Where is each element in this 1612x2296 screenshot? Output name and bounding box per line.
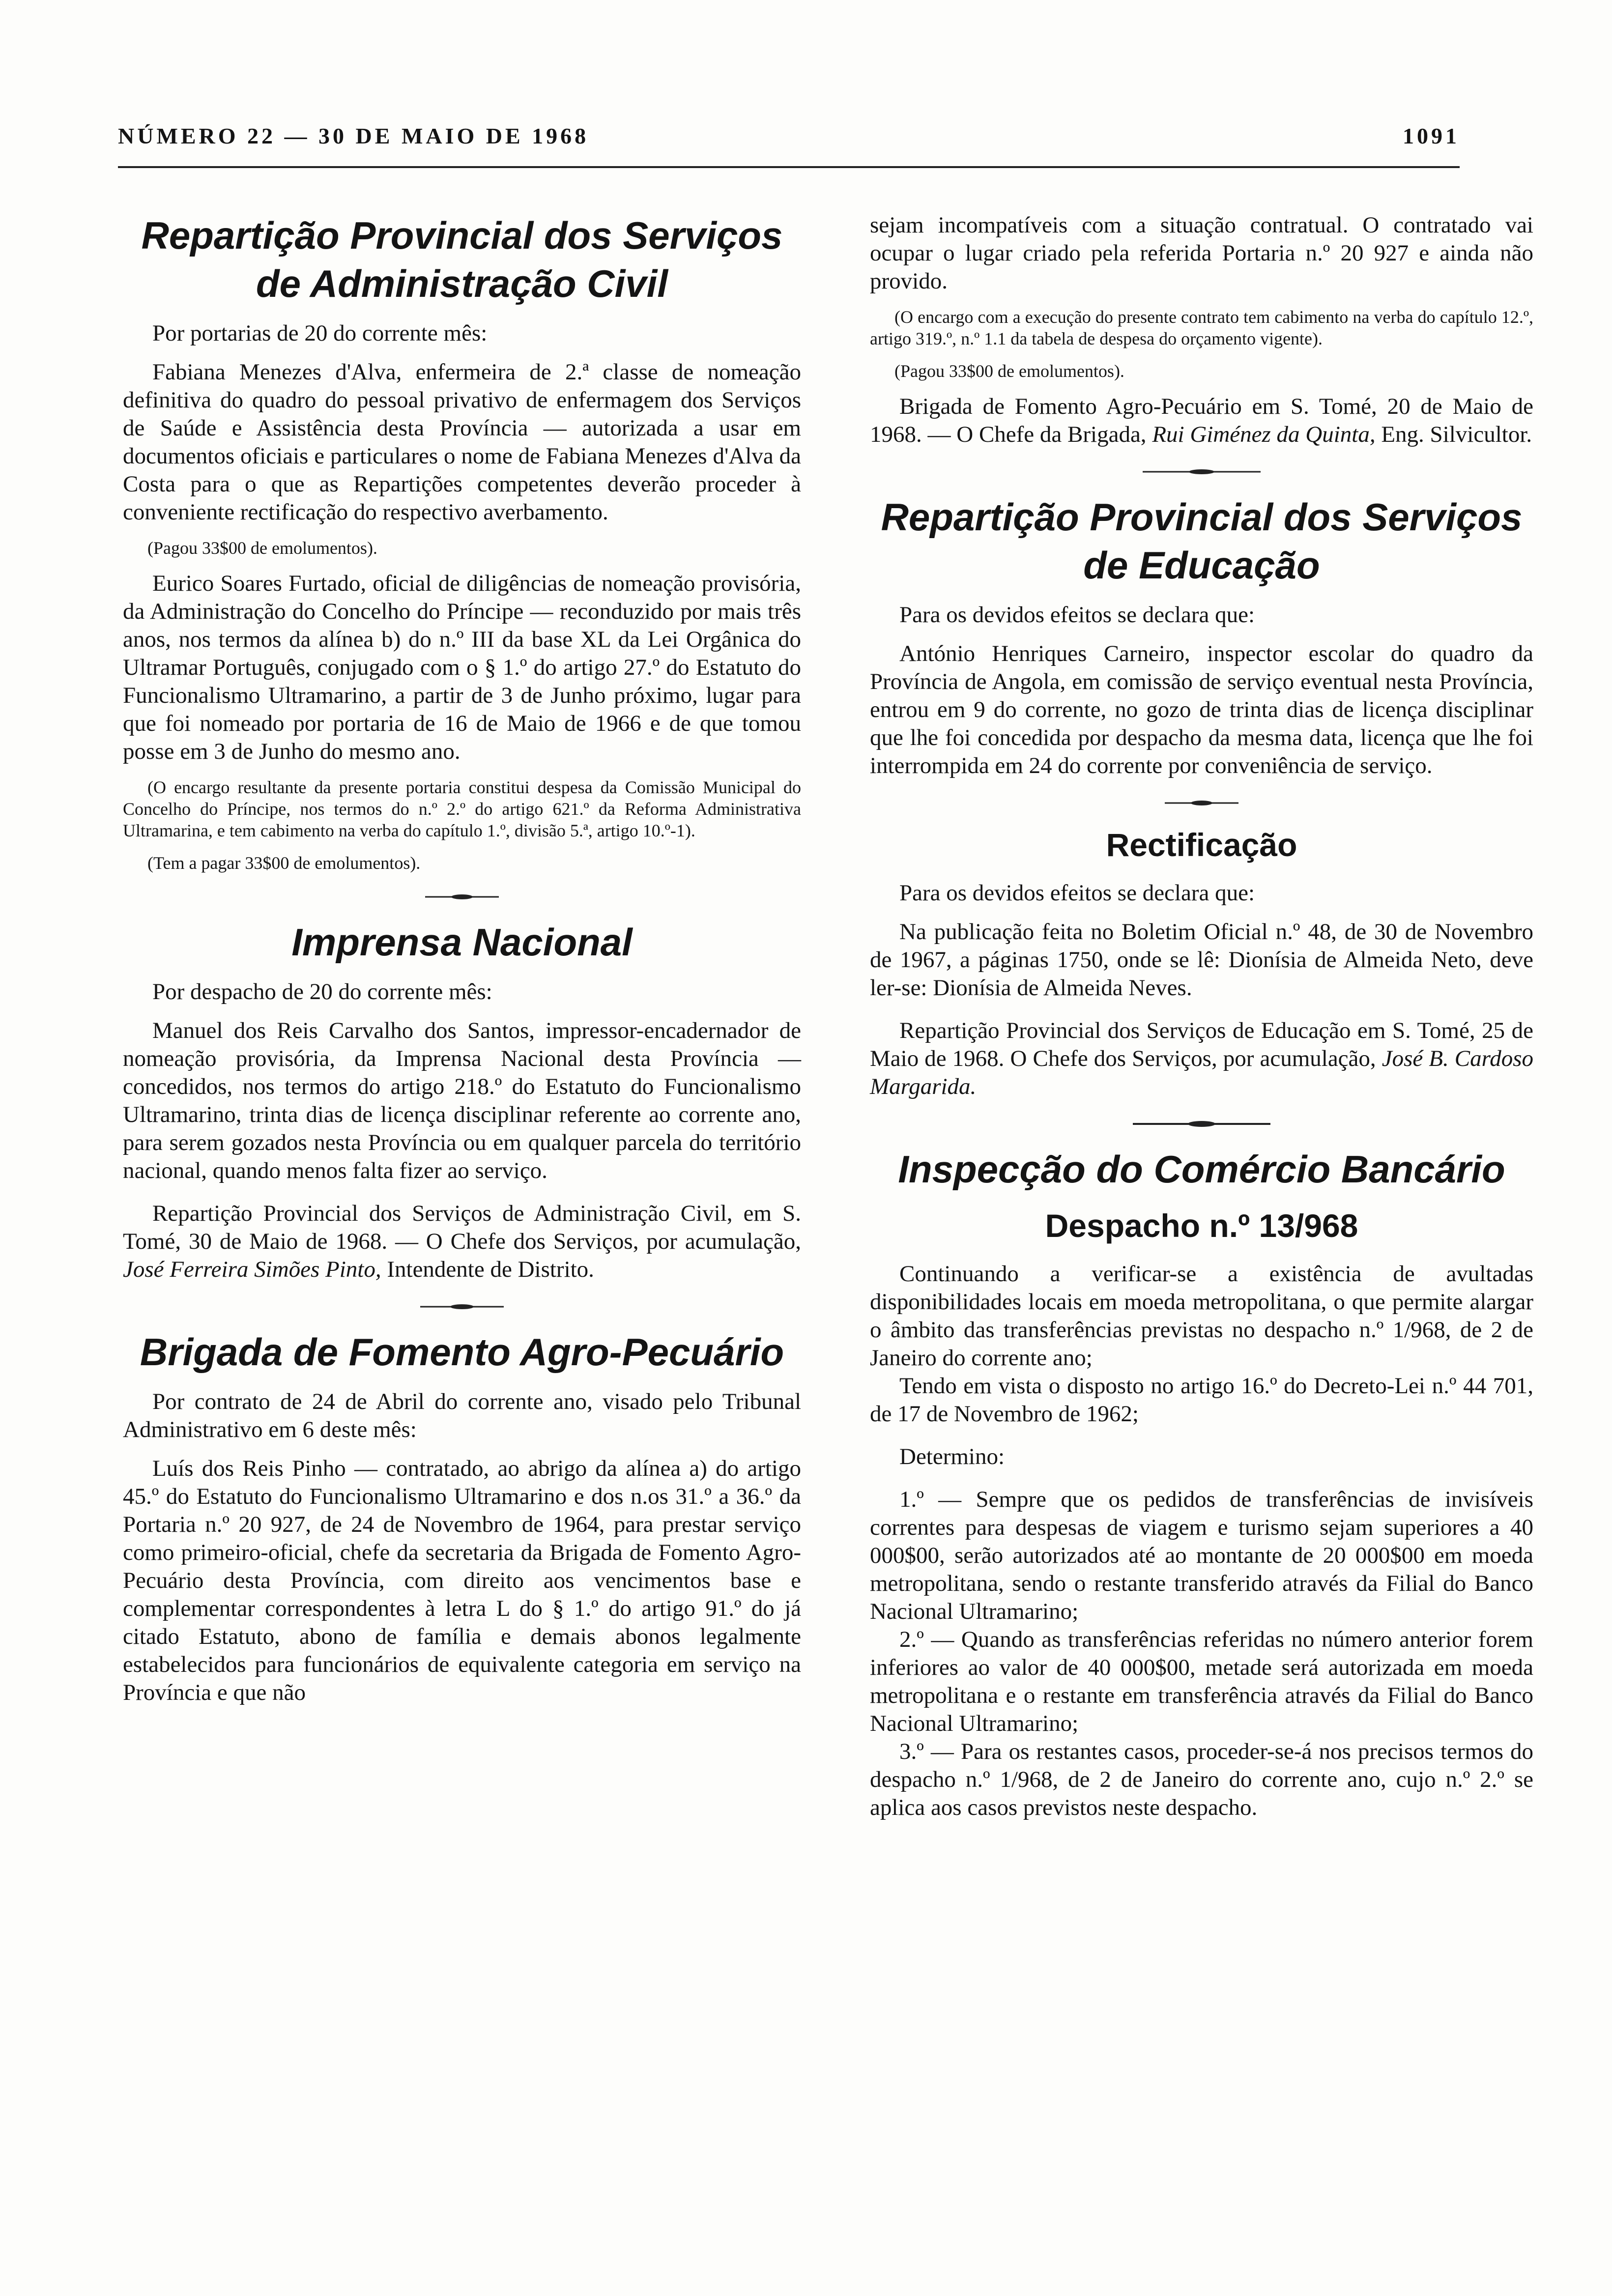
signatory-name: José Ferreira Simões Pinto, xyxy=(123,1257,381,1282)
section-title-brigada: Brigada de Fomento Agro-Pecuário xyxy=(140,1330,784,1374)
paragraph-determino: Determino: xyxy=(899,1444,1005,1469)
section-intro: Por contrato de 24 de Abril do corrente ano, visado pelo Tribunal Administrativo em 6 deste mês: xyxy=(123,1389,801,1442)
section-separator xyxy=(1143,468,1261,475)
page-header xyxy=(118,123,1460,152)
signature-text: Brigada de Fomento Agro-Pecuário em S. Tomé, 20 de Maio de 1968. — O Chefe da Brigada, xyxy=(870,394,1533,447)
note-emolumentos-2: (Tem a pagar 33$00 de emolumentos). xyxy=(147,853,421,873)
note-encargo-contrato: (O encargo com a execução do presente contrato tem cabimento na verba do capítulo 12.º, artigo 319.º, n.º 1.1 da tabela de despesa do orçamento vigente). xyxy=(870,307,1533,348)
signature-block xyxy=(123,1200,801,1284)
despacho-number: Despacho n.º 13/968 xyxy=(1045,1207,1358,1244)
section-separator xyxy=(425,893,499,900)
section-title-educacao: Repartição Provincial dos Serviços de Educação xyxy=(881,495,1523,587)
paragraph-eurico: Eurico Soares Furtado, oficial de diligências de nomeação provisória, da Administração do Concelho do Príncipe — reconduzido por mais três anos, nos termos da alínea b) do n.º III da base XL da Lei Orgânica do Ultramar Português, conjugado com o § 1.º do artigo 27.º do Estatuto do Funcionalismo Ultramarino, a partir de 3 de Junho próximo, lugar para que foi nomeado por portaria de 16 de Maio de 1966 e de que tomou posse em 3 de Junho do mesmo ano. xyxy=(123,571,801,764)
paragraph-luis: Luís dos Reis Pinho — contratado, ao abrigo da alínea a) do artigo 45.º do Estatuto do Funcionalismo Ultramarino e dos n.os 31.º a 36.º da Portaria n.º 20 927, de 24 de Novembro de 1964, para prestar serviço como primeiro-oficial, chefe da secretaria da Brigada de Fomento Agro-Pecuário desta Província, com direito aos vencimentos base e complementar correspondentes à letra L do § 1.º do artigo 91.º do já citado Estatuto, abono de família e demais abonos legalmente estabelecidos para funcionários de equivalente categoria em serviço na Província e que não xyxy=(123,1456,801,1705)
paragraph-manuel: Manuel dos Reis Carvalho dos Santos, impressor-encadernador de nomeação provisória, da Imprensa Nacional desta Província — concedidos, nos termos do artigo 218.º do Estatuto do Funcionalismo Ultramarino, trinta dias de licença disciplinar referente ao corrente ano, para serem gozados nesta Província ou em qualquer parcela do território nacional, quando menos falta fizer ao serviço. xyxy=(123,1018,801,1183)
header-rule xyxy=(118,166,1460,168)
paragraph-item-1: 1.º — Sempre que os pedidos de transferências de invisíveis correntes para despesas de viagem e turismo sejam superiores a 40 000$00, serão autorizados até ao montante de 20 000$00 em moeda metropolitana, sendo o restante transferido através da Filial do Banco Nacional Ultramarino; xyxy=(870,1487,1533,1624)
right-column xyxy=(870,211,1533,1822)
issue-date: NÚMERO 22 — 30 DE MAIO DE 1968 xyxy=(118,123,589,148)
paragraph-antonio: António Henriques Carneiro, inspector escolar do quadro da Província de Angola, em comissão de serviço eventual nesta Província, entrou em 9 do corrente, no gozo de trinta dias de licença disciplinar que lhe foi concedida por despacho da mesma data, licença que lhe foi interrompida em 24 do corrente por conveniência de serviço. xyxy=(870,641,1533,778)
signatory-role: Intendente de Distrito. xyxy=(387,1257,594,1282)
section-title-imprensa-nacional: Imprensa Nacional xyxy=(291,920,633,964)
page-number: 1091 xyxy=(1403,123,1460,148)
section-separator xyxy=(1133,1120,1270,1127)
note-emolumentos: (Pagou 33$00 de emolumentos). xyxy=(894,361,1124,381)
section-separator xyxy=(1165,800,1238,806)
paragraph-continuando: Continuando a verificar-se a existência de avultadas disponibilidades locais em moeda metropolitana, o que permite alargar o âmbito das transferências previstas no despacho n.º 1/968, de 2 de Janeiro do corrente ano; xyxy=(870,1261,1533,1371)
note-emolumentos: (Pagou 33$00 de emolumentos). xyxy=(147,538,377,558)
section-separator xyxy=(420,1303,504,1310)
signature-text: Repartição Provincial dos Serviços de Administração Civil, em S. Tomé, 30 de Maio de 1968. — O Chefe dos Serviços, por acumulação, xyxy=(123,1201,801,1254)
section-intro: Para os devidos efeitos se declara que: xyxy=(899,602,1255,628)
signature-text: Repartição Provincial dos Serviços de Educação em S. Tomé, 25 de Maio de 1968. O Chefe dos Serviços, por acumulação, xyxy=(870,1018,1533,1071)
signatory-name: Rui Giménez da Quinta, xyxy=(1152,422,1376,447)
section-title-rectificacao: Rectificação xyxy=(1106,827,1297,863)
signatory-role: Eng. Silvicultor. xyxy=(1381,422,1532,447)
paragraph-item-3: 3.º — Para os restantes casos, proceder-se-á nos precisos termos do despacho n.º 1/968, de 2 de Janeiro do corrente ano, cujo n.º 2.º se aplica aos casos previstos neste despacho. xyxy=(870,1739,1533,1820)
note-encargo: (O encargo resultante da presente portaria constitui despesa da Comissão Municipal do Concelho do Príncipe, nos termos do n.º 2.º do artigo 621.º da Reforma Administrativa Ultramarina, e tem cabimento na verba do capítulo 1.º, divisão 5.ª, artigo 10.º-1). xyxy=(123,777,801,840)
paragraph-item-2: 2.º — Quando as transferências referidas no número anterior forem inferiores ao valor de 40 000$00, metade será autorizada em moeda metropolitana e o restante em transferência através da Filial do Banco Nacional Ultramarino; xyxy=(870,1627,1533,1736)
paragraph-rectificacao: Na publicação feita no Boletim Oficial n.º 48, de 30 de Novembro de 1967, a páginas 1750, onde se lê: Dionísia de Almeida Neto, deve ler-se: Dionísia de Almeida Neves. xyxy=(870,919,1533,1001)
paragraph-continuation: sejam incompatíveis com a situação contratual. O contratado vai ocupar o lugar criado pela referida Portaria n.º 20 927 e ainda não provido. xyxy=(870,212,1533,294)
section-title-administracao-civil: Repartição Provincial dos Serviços de Administração Civil xyxy=(141,214,783,305)
section-intro: Para os devidos efeitos se declara que: xyxy=(899,880,1255,906)
paragraph-fabiana: Fabiana Menezes d'Alva, enfermeira de 2.ª classe de nomeação definitiva do quadro do pessoal privativo de enfermagem dos Serviços de Saúde e Assistência desta Província — autorizada a usar em documentos oficiais e particulares o nome de Fabiana Menezes d'Alva da Costa para o que as Repartições competentes deverão proceder à conveniente rectificação do respectivo averbamento. xyxy=(123,359,801,525)
signatory-name: José B. Cardoso Margarida. xyxy=(870,1046,1533,1099)
section-intro: Por despacho de 20 do corrente mês: xyxy=(152,979,492,1004)
signature-block xyxy=(870,1017,1533,1101)
section-title-comercio-bancario: Inspecção do Comércio Bancário xyxy=(898,1148,1505,1191)
paragraph-tendo: Tendo em vista o disposto no artigo 16.º do Decreto-Lei n.º 44 701, de 17 de Novembro de 1962; xyxy=(870,1373,1533,1427)
section-intro: Por portarias de 20 do corrente mês: xyxy=(152,320,488,346)
signature-block xyxy=(870,393,1533,449)
left-column xyxy=(123,211,801,1707)
